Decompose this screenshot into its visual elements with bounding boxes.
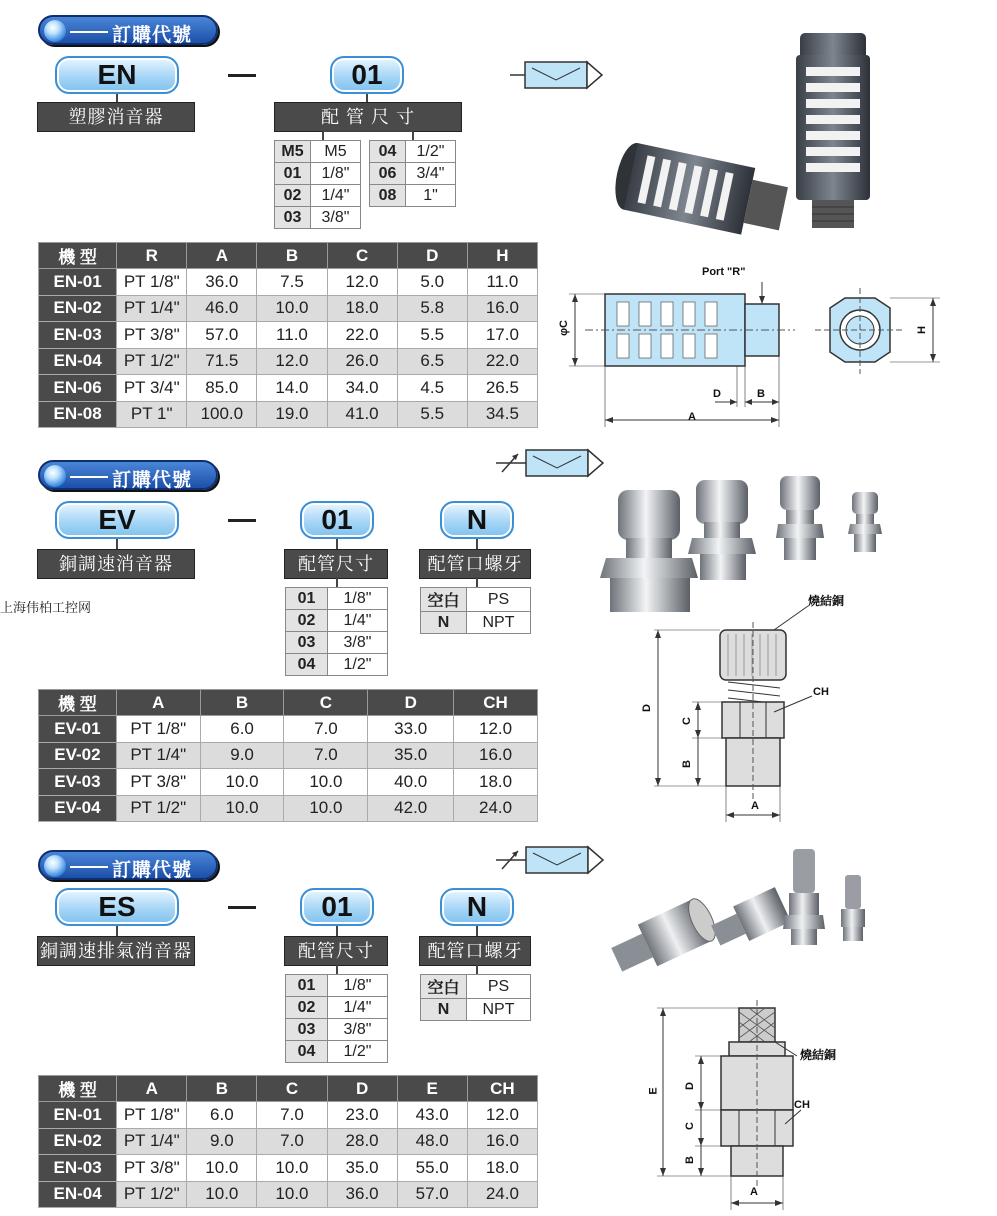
es-dim-a: A: [750, 1186, 758, 1198]
table-row: EN-01 PT 1/8" 6.0 7.0 23.0 43.0 12.0: [39, 1102, 538, 1129]
es-order-header: [38, 850, 218, 880]
table-row: EV-02 PT 1/4" 9.0 7.0 35.0 16.0: [39, 742, 538, 769]
es-technical-drawing: [645, 998, 865, 1213]
ev-dash: [228, 519, 256, 522]
ev-code-pill: EV: [55, 501, 179, 539]
en-port-label: Port "R": [702, 266, 746, 278]
en-size-code-pill: 01: [330, 56, 404, 94]
table-row: EV-04 PT 1/2" 10.0 10.0 42.0 24.0: [39, 795, 538, 822]
es-dim-d: D: [683, 1082, 696, 1090]
en-dash: [228, 74, 256, 77]
en-dim-a: A: [688, 411, 696, 423]
en-symbol: [510, 58, 605, 94]
ev-dim-d: D: [640, 704, 653, 712]
bullet-icon: [44, 855, 66, 877]
en-header-text: 訂購代號: [112, 25, 193, 46]
table-row: EN-08 PT 1" 100.0 19.0 41.0 5.5 34.5: [39, 401, 538, 428]
es-header-text: 訂購代號: [112, 860, 193, 881]
ev-data-table: 機 型 A B C D CH EV-01 PT 1/8" 6.0 7.0 33.0 12.0 EV-02 PT 1/4" 9.0 7.0 35.0 16.0 EV-03 PT 3/8" 10.0 10.0 40.0 18.0 EV-04 PT 1/2" 10.0 10.0 42.0 24.0: [38, 689, 538, 822]
es-ch-label: CH: [794, 1099, 810, 1111]
ev-product-photo: [600, 470, 900, 620]
en-technical-drawing: [555, 262, 945, 432]
en-data-table: 機 型 R A B C D H EN-01 PT 1/8" 36.0 7.5 12.0 5.0 11.0 EN-02 PT 1/4" 46.0 10.0 18.0 5.8 16.0 EN-03 PT 3/8" 57.0 11.0 22.0 5.5 17.0 EN-04 PT 1/2" 71.5 12.0 26.0 6.5 22.0 EN-06 PT 3/4" 85.0 14.0 34.0 4.5 26.5 EN-08 PT 1" 100.0 19.0 41.0 5.5 34.5: [38, 242, 538, 428]
es-size-label: 配管尺寸: [284, 936, 388, 966]
table-row: EN-06 PT 3/4" 85.0 14.0 34.0 4.5 26.5: [39, 375, 538, 402]
en-dim-h: H: [915, 326, 928, 334]
table-row: EV-01 PT 1/8" 6.0 7.0 33.0 12.0: [39, 716, 538, 743]
table-row: EN-04 PT 1/2" 10.0 10.0 36.0 57.0 24.0: [39, 1181, 538, 1208]
table-row: EN-04 PT 1/2" 71.5 12.0 26.0 6.5 22.0: [39, 348, 538, 375]
es-code-label: 銅調速排氣消音器: [37, 936, 195, 966]
es-dash: [228, 906, 256, 909]
es-data-table: 機 型 A B C D E CH EN-01 PT 1/8" 6.0 7.0 23.0 43.0 12.0 EN-02 PT 1/4" 9.0 7.0 28.0 48.0 16.0 EN-03 PT 3/8" 10.0 10.0 35.0 55.0 18.0 EN-04 PT 1/2" 10.0 10.0 36.0 57.0 24.0: [38, 1075, 538, 1208]
table-row: EV-03 PT 3/8" 10.0 10.0 40.0 18.0: [39, 769, 538, 796]
ev-size-label: 配管尺寸: [284, 549, 388, 579]
en-dim-phic: φC: [557, 320, 570, 336]
ev-thread-table: 空白 PS N NPT: [420, 587, 531, 634]
ev-ch-label: CH: [813, 686, 829, 698]
es-sinter-label: 燒結銅: [800, 1048, 837, 1062]
en-dim-d: D: [713, 388, 721, 400]
en-code-pill: EN: [55, 56, 179, 94]
header-line: [70, 476, 108, 478]
header-line: [70, 866, 108, 868]
ev-size-table: 01 1/8" 02 1/4" 03 3/8" 04 1/2": [285, 587, 388, 676]
ev-size-code-pill: 01: [300, 501, 374, 539]
side-note: 上海伟柏工控网: [0, 600, 92, 615]
ev-dim-c: C: [680, 717, 693, 725]
en-size-label: 配 管 尺 寸: [274, 102, 462, 132]
en-product-photo: [600, 25, 900, 240]
es-size-code-pill: 01: [300, 888, 374, 926]
header-line: [70, 31, 108, 33]
ev-dim-a: A: [751, 800, 759, 812]
table-row: EN-02 PT 1/4" 46.0 10.0 18.0 5.8 16.0: [39, 295, 538, 322]
es-dim-b: B: [683, 1156, 696, 1164]
ev-order-header: [38, 460, 218, 490]
en-code-label: 塑膠消音器: [37, 102, 195, 132]
ev-thread-label: 配管口螺牙: [419, 549, 531, 579]
es-thread-label: 配管口螺牙: [419, 936, 531, 966]
ev-technical-drawing: [640, 600, 860, 825]
table-row: EN-02 PT 1/4" 9.0 7.0 28.0 48.0 16.0: [39, 1128, 538, 1155]
ev-sinter-label: 燒結銅: [808, 594, 845, 608]
es-thread-table: 空白 PS N NPT: [420, 974, 531, 1021]
en-order-header: [38, 15, 218, 45]
es-symbol: [496, 843, 606, 879]
table-row: EN-03 PT 3/8" 57.0 11.0 22.0 5.5 17.0: [39, 322, 538, 349]
es-code-pill: ES: [55, 888, 179, 926]
bullet-icon: [44, 20, 66, 42]
bullet-icon: [44, 465, 66, 487]
ev-code-label: 銅調速消音器: [37, 549, 195, 579]
es-dim-e: E: [647, 1087, 660, 1095]
es-size-table: 01 1/8" 02 1/4" 03 3/8" 04 1/2": [285, 974, 388, 1063]
ev-dim-b: B: [680, 760, 693, 768]
es-product-photo: [605, 845, 895, 985]
es-thread-code-pill: N: [440, 888, 514, 926]
ev-symbol: [496, 446, 606, 482]
en-size-table: M5 M5 04 1/2" 01 1/8" 06 3/4" 02 1/4" 08 1" 03 3/8": [274, 140, 456, 229]
ev-thread-code-pill: N: [440, 501, 514, 539]
ev-header-text: 訂購代號: [112, 470, 193, 491]
es-dim-c: C: [683, 1122, 696, 1130]
en-dim-b: B: [757, 388, 765, 400]
table-row: EN-03 PT 3/8" 10.0 10.0 35.0 55.0 18.0: [39, 1155, 538, 1182]
table-row: EN-01 PT 1/8" 36.0 7.5 12.0 5.0 11.0: [39, 269, 538, 296]
